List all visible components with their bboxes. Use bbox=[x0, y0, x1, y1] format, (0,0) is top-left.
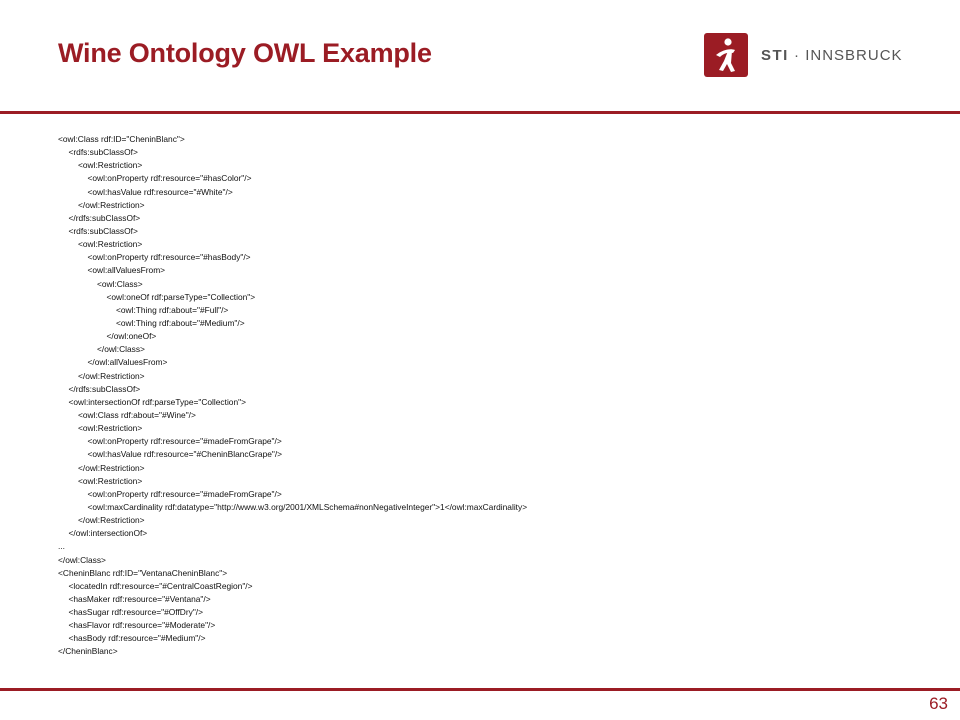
code-line: <owl:oneOf rdf:parseType="Collection"> bbox=[106, 291, 256, 302]
code-line: <owl:Thing rdf:about="#Full"/> bbox=[116, 304, 229, 315]
code-line: <owl:Restriction> bbox=[78, 423, 143, 434]
code-line: <locatedIn rdf:resource="#CentralCoastRegion"/> bbox=[68, 580, 253, 591]
logo-figure-icon bbox=[704, 33, 748, 77]
code-line: <owl:Restriction> bbox=[78, 239, 143, 250]
code-line: <CheninBlanc rdf:ID="VentanaCheninBlanc"> bbox=[58, 567, 228, 578]
logo-separator: · bbox=[794, 46, 801, 64]
code-line: </owl:Restriction> bbox=[78, 199, 145, 210]
code-line: <hasBody rdf:resource="#Medium"/> bbox=[68, 633, 206, 644]
code-line: </owl:Class> bbox=[97, 344, 145, 355]
code-line: <owl:onProperty rdf:resource="#madeFromGrape"/> bbox=[87, 436, 282, 447]
code-listing bbox=[58, 133, 527, 659]
code-line: <rdfs:subClassOf> bbox=[68, 147, 138, 158]
code-line: </owl:Class> bbox=[58, 554, 106, 565]
code-line: </owl:Restriction> bbox=[78, 515, 145, 526]
code-line: <owl:hasValue rdf:resource="#White"/> bbox=[87, 186, 233, 197]
logo-wordmark bbox=[761, 47, 903, 64]
code-line: <owl:intersectionOf rdf:parseType="Collection"> bbox=[68, 396, 246, 407]
code-line: <owl:Class rdf:ID="CheninBlanc"> bbox=[58, 134, 185, 144]
code-line: </rdfs:subClassOf> bbox=[68, 383, 141, 394]
page-number: 63 bbox=[929, 694, 948, 713]
sti-innsbruck-logo bbox=[704, 33, 903, 77]
code-line: <owl:Class rdf:about="#Wine"/> bbox=[78, 409, 196, 420]
footer-divider bbox=[0, 688, 960, 691]
code-line: </owl:oneOf> bbox=[106, 331, 157, 342]
code-line: <owl:Thing rdf:about="#Medium"/> bbox=[116, 317, 245, 328]
code-line: </owl:intersectionOf> bbox=[68, 528, 148, 539]
header-divider bbox=[0, 111, 960, 114]
code-line: <owl:onProperty rdf:resource="#hasBody"/> bbox=[87, 252, 251, 263]
code-line: <owl:Class> bbox=[97, 278, 143, 289]
code-line: <owl:onProperty rdf:resource="#madeFromGrape"/> bbox=[87, 488, 282, 499]
code-line: <owl:allValuesFrom> bbox=[87, 265, 166, 276]
slide-title: Wine Ontology OWL Example bbox=[58, 38, 432, 68]
code-line: <owl:Restriction> bbox=[78, 475, 143, 486]
code-line: <rdfs:subClassOf> bbox=[68, 225, 138, 236]
code-line: ... bbox=[58, 541, 65, 552]
code-line: </owl:allValuesFrom> bbox=[87, 357, 168, 368]
code-line: </rdfs:subClassOf> bbox=[68, 212, 141, 223]
code-line: <hasMaker rdf:resource="#Ventana"/> bbox=[68, 593, 211, 604]
code-line: <hasSugar rdf:resource="#OffDry"/> bbox=[68, 607, 204, 618]
logo-name: INNSBRUCK bbox=[805, 46, 903, 64]
code-line: </CheninBlanc> bbox=[58, 646, 118, 657]
code-line: <owl:maxCardinality rdf:datatype="http://www.w3.org/2001/XMLSchema#nonNegativeInteger">1</owl:maxCardinality> bbox=[87, 501, 528, 512]
code-line: <owl:onProperty rdf:resource="#hasColor"/> bbox=[87, 173, 252, 184]
code-line: <owl:hasValue rdf:resource="#CheninBlancGrape"/> bbox=[87, 449, 283, 460]
code-line: <hasFlavor rdf:resource="#Moderate"/> bbox=[68, 620, 216, 631]
code-line: </owl:Restriction> bbox=[78, 370, 145, 381]
logo-brand: STI bbox=[761, 46, 789, 64]
code-line: <owl:Restriction> bbox=[78, 160, 143, 171]
code-line: </owl:Restriction> bbox=[78, 462, 145, 473]
